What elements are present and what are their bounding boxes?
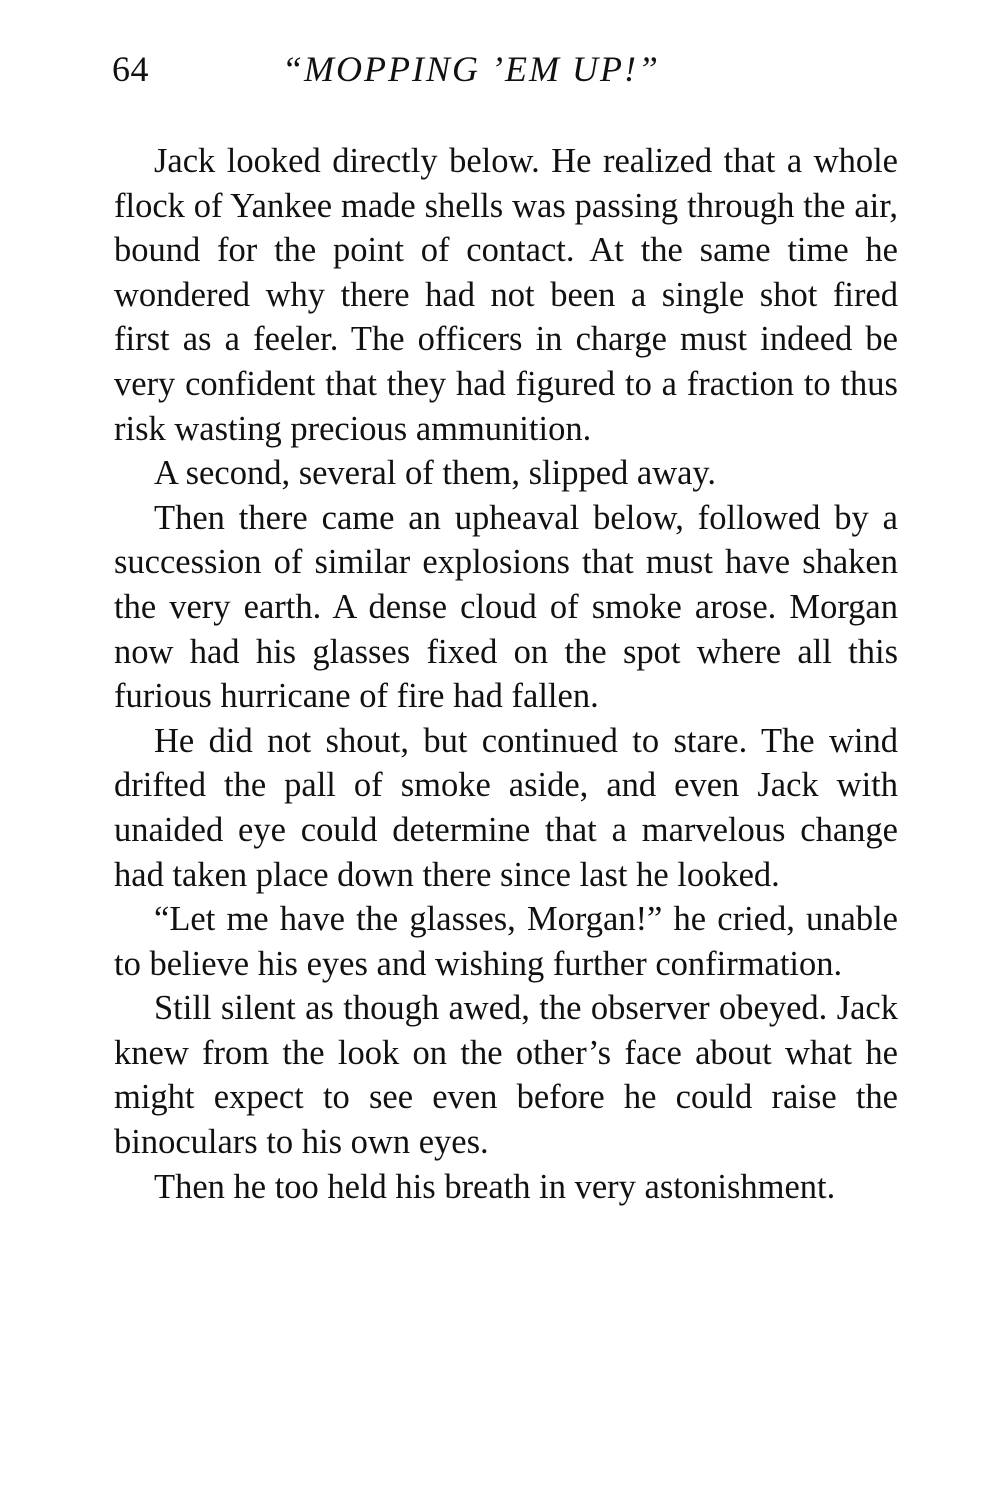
paragraph: Then there came an upheaval below, followed by a succession of similar explosions that must have shaken the very earth. A dense cloud of smoke arose. Morgan now had his glasses fixed on the spot where all this furious hurricane of fire had fallen. [114,498,898,716]
paragraph: “Let me have the glasses, Morgan!” he cried, unable to believe his eyes and wishing further confirmation. [114,900,898,983]
running-head [112,44,902,94]
paragraph: Then he too held his breath in very astonishment. [154,1167,836,1206]
paragraph: A second, several of them, slipped away. [154,454,717,493]
page-number: 64 [112,49,149,89]
running-title: “MOPPING ’EM UP!” [282,49,660,89]
body-text [114,139,898,1209]
paragraph: He did not shout, but continued to stare. The wind drifted the pall of smoke aside, and even Jack with unaided eye could determine that a marvelous change had taken place down there since last he looked. [114,721,898,894]
paragraph: Still silent as though awed, the observer obeyed. Jack knew from the look on the other’s face about what he might expect to see even before he could raise the binoculars to his own eyes. [114,989,898,1162]
paragraph: Jack looked directly below. He realized that a whole flock of Yankee made shells was passing through the air, bound for the point of contact. At the same time he wondered why there had not been a single shot fired first as a feeler. The officers in charge must indeed be very confident that they had figured to a fraction to thus risk wasting precious ammunition. [114,142,898,448]
